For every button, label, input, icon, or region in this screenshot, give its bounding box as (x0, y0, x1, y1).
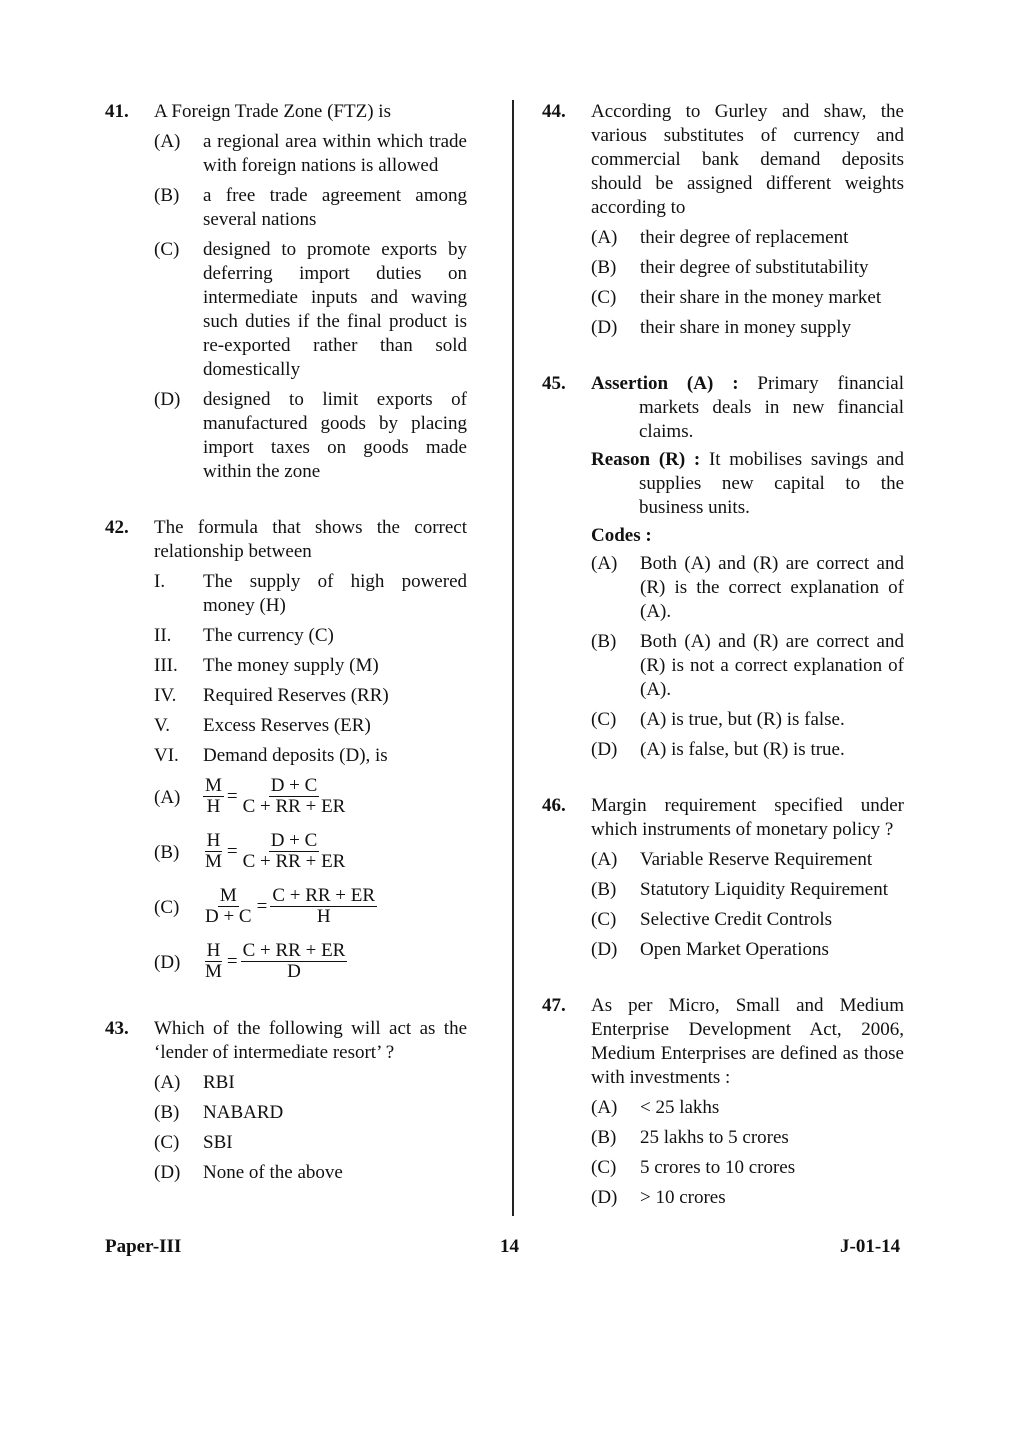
numerator: H (206, 830, 221, 851)
option-text: Both (A) and (R) are correct and (R) is the correct explanation of (A). (640, 553, 904, 622)
option-b[interactable] (591, 1126, 904, 1150)
list-item (154, 684, 467, 708)
question-44 (542, 100, 904, 340)
footer-code: J-01-14 (840, 1236, 901, 1257)
assertion-text: Primary financial markets deals in new financial claims. (639, 373, 904, 442)
option-text: Open Market Operations (640, 939, 829, 960)
option-c[interactable] (154, 1131, 467, 1155)
question-stem: According to Gurley and shaw, the various substitutes of currency and commercial bank demand deposits should be assigned different weights according to (591, 101, 904, 218)
option-text: 25 lakhs to 5 crores (640, 1127, 789, 1148)
option-label: (D) (154, 389, 181, 410)
question-stem: A Foreign Trade Zone (FTZ) is (154, 101, 391, 122)
fraction (203, 941, 224, 982)
question-45 (542, 372, 904, 762)
option-text: designed to limit exports of manufactured goods by placing import taxes on goods made within the zone (203, 389, 467, 482)
fraction (241, 831, 348, 872)
option-text: Variable Reserve Requirement (640, 849, 873, 870)
fraction (270, 886, 377, 927)
option-c[interactable] (154, 884, 467, 930)
question-number: 46. (542, 795, 566, 816)
equals-sign: = (226, 950, 238, 972)
denominator: M (205, 961, 222, 982)
equals-sign: = (226, 785, 238, 807)
option-label: (C) (591, 709, 617, 730)
option-text: < 25 lakhs (640, 1097, 720, 1118)
option-text: their degree of substitutability (640, 257, 869, 278)
option-text: designed to promote exports by deferring import duties on intermediate inputs and waving such duties if the final product is re-exported rather than sold domestically (203, 239, 467, 380)
option-text: (A) is true, but (R) is false. (640, 709, 845, 730)
option-label: (D) (591, 1187, 618, 1208)
column-divider (512, 100, 514, 1216)
option-c[interactable] (591, 708, 904, 732)
fraction (203, 886, 254, 927)
question-number: 43. (105, 1018, 129, 1039)
question-43 (105, 1017, 467, 1185)
reason (591, 448, 904, 520)
item-text: The supply of high powered money (H) (203, 571, 467, 616)
option-text: Selective Credit Controls (640, 909, 833, 930)
assertion-label: Assertion (A) : (591, 373, 739, 394)
formula (203, 831, 347, 872)
question-number: 41. (105, 101, 129, 122)
option-label: (A) (154, 787, 181, 808)
denominator: H (206, 796, 221, 817)
question-41 (105, 100, 467, 484)
option-b[interactable] (154, 184, 467, 232)
option-text: Both (A) and (R) are correct and (R) is not a correct explanation of (A). (640, 631, 904, 700)
question-stem: Margin requirement specified under which instruments of monetary policy ? (591, 795, 904, 840)
option-label: (D) (591, 939, 618, 960)
fraction (241, 941, 348, 982)
option-label: (D) (591, 317, 618, 338)
formula (203, 941, 347, 982)
assertion (591, 372, 904, 444)
option-label: (B) (154, 842, 180, 863)
numerator: D + C (270, 775, 318, 796)
option-text: None of the above (203, 1162, 343, 1183)
footer-paper: Paper-III (105, 1236, 182, 1257)
list-item (154, 744, 467, 768)
option-a[interactable] (591, 1096, 904, 1120)
option-label: (C) (154, 897, 180, 918)
option-label: (B) (591, 879, 617, 900)
option-c[interactable] (591, 1156, 904, 1180)
codes-heading: Codes : (591, 525, 652, 546)
option-label: (B) (154, 1102, 180, 1123)
list-item (154, 624, 467, 648)
footer-page-number: 14 (500, 1236, 519, 1257)
option-text: a regional area within which trade with foreign nations is allowed (203, 131, 467, 176)
option-b[interactable] (591, 256, 904, 280)
item-text: The currency (C) (203, 625, 334, 646)
option-a[interactable] (154, 130, 467, 178)
item-label: IV. (154, 685, 177, 706)
item-label: VI. (154, 745, 179, 766)
option-text: 5 crores to 10 crores (640, 1157, 796, 1178)
option-text: RBI (203, 1072, 235, 1093)
equals-sign: = (226, 840, 238, 862)
item-label: II. (154, 625, 172, 646)
option-label: (A) (591, 553, 618, 574)
denominator: D (287, 961, 301, 982)
option-b[interactable] (591, 630, 904, 702)
option-label: (C) (154, 1132, 180, 1153)
numerator: D + C (270, 830, 318, 851)
option-label: (A) (591, 849, 618, 870)
item-text: Demand deposits (D), is (203, 745, 388, 766)
option-label: (C) (154, 239, 180, 260)
list-item (154, 654, 467, 678)
option-label: (C) (591, 287, 617, 308)
option-d[interactable] (154, 939, 467, 985)
option-c[interactable] (591, 286, 904, 310)
option-text: their degree of replacement (640, 227, 849, 248)
question-number: 42. (105, 517, 129, 538)
option-label: (D) (154, 1162, 181, 1183)
list-item (154, 714, 467, 738)
reason-label: Reason (R) : (591, 449, 701, 470)
option-d[interactable] (591, 738, 904, 762)
formula (203, 776, 347, 817)
option-label: (D) (154, 952, 181, 973)
numerator: M (219, 885, 237, 906)
option-a[interactable] (591, 552, 904, 624)
fraction (203, 776, 224, 817)
question-stem: Which of the following will act as the ‘lender of intermediate resort’ ? (154, 1018, 467, 1063)
option-text: > 10 crores (640, 1187, 726, 1208)
right-column (542, 100, 904, 1242)
numerator: M (205, 775, 222, 796)
option-d[interactable] (154, 1161, 467, 1185)
item-label: III. (154, 655, 178, 676)
denominator: C + RR + ER (242, 796, 346, 817)
option-b[interactable] (591, 878, 904, 902)
reason-text: It mobilises savings and supplies new capital to the business units. (639, 449, 904, 518)
option-d[interactable] (154, 388, 467, 484)
list-item (154, 570, 467, 618)
denominator: H (316, 906, 331, 927)
numerator: H (206, 940, 221, 961)
item-text: Required Reserves (RR) (203, 685, 389, 706)
question-number: 45. (542, 373, 566, 394)
option-c[interactable] (591, 908, 904, 932)
question-stem: The formula that shows the correct relationship between (154, 517, 467, 562)
question-47 (542, 994, 904, 1210)
numerator: C + RR + ER (272, 885, 376, 906)
option-a[interactable] (154, 774, 467, 820)
item-text: Excess Reserves (ER) (203, 715, 371, 736)
option-label: (B) (591, 631, 617, 652)
option-label: (A) (154, 131, 181, 152)
left-column (105, 100, 467, 1217)
formula (203, 886, 377, 927)
denominator: D + C (205, 906, 252, 927)
option-text: a free trade agreement among several nations (203, 185, 467, 230)
question-46 (542, 794, 904, 962)
fraction (203, 831, 224, 872)
option-label: (D) (591, 739, 618, 760)
option-b[interactable] (154, 829, 467, 875)
option-label: (B) (154, 185, 180, 206)
option-text: NABARD (203, 1102, 284, 1123)
option-b[interactable] (154, 1101, 467, 1125)
question-number: 47. (542, 995, 566, 1016)
equals-sign: = (256, 895, 268, 917)
option-label: (B) (591, 257, 617, 278)
option-d[interactable] (591, 1186, 904, 1210)
option-text: SBI (203, 1132, 233, 1153)
question-number: 44. (542, 101, 566, 122)
option-label: (B) (591, 1127, 617, 1148)
option-text: their share in money supply (640, 317, 852, 338)
option-text: (A) is false, but (R) is true. (640, 739, 845, 760)
option-label: (A) (591, 227, 618, 248)
item-label: I. (154, 571, 166, 592)
option-d[interactable] (591, 316, 904, 340)
question-stem: As per Micro, Small and Medium Enterprise Development Act, 2006, Medium Enterprises are defined as those with investments : (591, 995, 904, 1088)
item-text: The money supply (M) (203, 655, 379, 676)
option-text: Statutory Liquidity Requirement (640, 879, 889, 900)
denominator: M (205, 851, 222, 872)
denominator: C + RR + ER (242, 851, 346, 872)
option-a[interactable] (591, 848, 904, 872)
option-c[interactable] (154, 238, 467, 382)
option-a[interactable] (154, 1071, 467, 1095)
option-label: (C) (591, 909, 617, 930)
option-text: their share in the money market (640, 287, 882, 308)
fraction (241, 776, 348, 817)
option-d[interactable] (591, 938, 904, 962)
question-42 (105, 516, 467, 985)
option-a[interactable] (591, 226, 904, 250)
option-label: (C) (591, 1157, 617, 1178)
option-label: (A) (154, 1072, 181, 1093)
option-label: (A) (591, 1097, 618, 1118)
numerator: C + RR + ER (242, 940, 346, 961)
item-label: V. (154, 715, 171, 736)
